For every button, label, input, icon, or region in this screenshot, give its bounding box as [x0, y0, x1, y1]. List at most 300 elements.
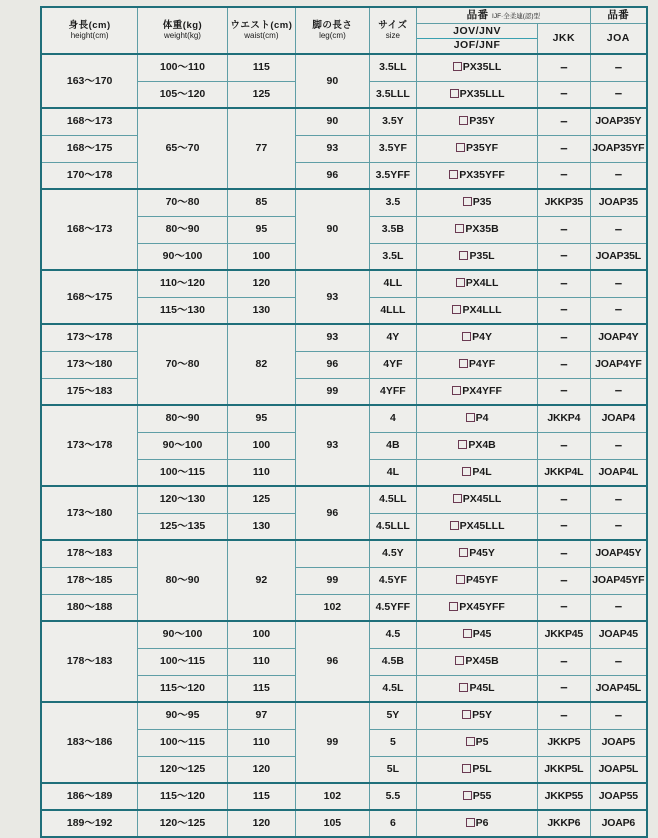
height-cell: 168〜175 — [41, 135, 138, 162]
checkbox-icon — [449, 602, 458, 611]
header-size — [369, 7, 416, 54]
product-code-cell — [417, 459, 538, 486]
joa-code-cell: − — [590, 81, 647, 108]
size-cell: 4.5YFF — [369, 594, 416, 621]
header-height — [41, 7, 138, 54]
header-code-line2: JOF/JNF — [453, 39, 501, 52]
waist-cell: 130 — [227, 513, 295, 540]
checkbox-icon — [462, 710, 471, 719]
weight-cell: 110〜120 — [138, 270, 227, 297]
table-row — [41, 378, 647, 405]
product-code-text: PX45B — [465, 655, 499, 668]
checkbox-icon — [458, 440, 467, 449]
checkbox-icon — [459, 251, 468, 260]
size-cell: 6 — [369, 810, 416, 837]
product-code-text: P5L — [472, 762, 492, 775]
product-code-cell — [417, 540, 538, 567]
size-cell: 4.5YF — [369, 567, 416, 594]
product-code-cell — [417, 513, 538, 540]
product-code-cell — [417, 756, 538, 783]
checkbox-icon — [456, 143, 465, 152]
joa-code-cell: JOAP5 — [590, 729, 647, 756]
weight-cell: 90〜100 — [138, 243, 227, 270]
waist-cell: 120 — [227, 270, 295, 297]
checkbox-icon — [459, 359, 468, 368]
joa-code-cell: − — [590, 162, 647, 189]
waist-cell: 110 — [227, 459, 295, 486]
waist-cell: 95 — [227, 216, 295, 243]
leg-cell: 90 — [296, 189, 370, 270]
leg-cell: 90 — [296, 108, 370, 135]
size-cell: 4LL — [369, 270, 416, 297]
height-cell: 168〜173 — [41, 108, 138, 135]
joa-code-cell: − — [590, 513, 647, 540]
header-weight-en: weight(kg) — [164, 30, 201, 40]
product-code-cell — [417, 405, 538, 432]
joa-code-cell: − — [590, 648, 647, 675]
jkk-code-cell: − — [538, 702, 591, 729]
joa-code-cell: JOAP4L — [590, 459, 647, 486]
size-cell: 3.5 — [369, 189, 416, 216]
checkbox-icon — [456, 278, 465, 287]
product-code-text: P35YF — [465, 142, 499, 155]
product-code-text: PX45LLL — [459, 519, 505, 532]
weight-cell: 115〜120 — [138, 783, 227, 810]
joa-code-cell: JOAP5L — [590, 756, 647, 783]
size-cell: 3.5B — [369, 216, 416, 243]
jkk-code-cell: − — [538, 567, 591, 594]
header-joa: JOA — [590, 24, 647, 55]
product-code-text: P45Y — [469, 547, 495, 560]
jkk-code-cell: − — [538, 243, 591, 270]
height-cell: 178〜185 — [41, 567, 138, 594]
weight-cell: 115〜130 — [138, 297, 227, 324]
leg-cell: 96 — [296, 486, 370, 540]
waist-cell: 110 — [227, 729, 295, 756]
size-chart-sheet — [40, 6, 648, 830]
header-height-en: height(cm) — [70, 30, 109, 40]
size-cell: 3.5YF — [369, 135, 416, 162]
joa-code-cell: − — [590, 378, 647, 405]
height-cell: 168〜175 — [41, 270, 138, 324]
table-row — [41, 108, 647, 135]
leg-cell: 96 — [296, 162, 370, 189]
waist-cell: 92 — [227, 540, 295, 621]
product-code-text: P5 — [475, 736, 489, 749]
weight-cell: 80〜90 — [138, 405, 227, 432]
header-band-row — [41, 7, 647, 24]
product-code-cell — [417, 648, 538, 675]
leg-cell: 96 — [296, 621, 370, 702]
product-code-text: PX35LLL — [459, 87, 505, 100]
waist-cell: 120 — [227, 810, 295, 837]
joa-code-cell: − — [590, 702, 647, 729]
header-waist-jp: ウエスト(cm) — [230, 19, 293, 31]
product-code-cell — [417, 621, 538, 648]
product-code-cell — [417, 675, 538, 702]
leg-cell: 99 — [296, 567, 370, 594]
waist-cell: 115 — [227, 675, 295, 702]
joa-code-cell: JOAP35 — [590, 189, 647, 216]
joa-code-cell: JOAP6 — [590, 810, 647, 837]
header-waist — [227, 7, 295, 54]
size-cell: 4YF — [369, 351, 416, 378]
waist-cell: 125 — [227, 486, 295, 513]
header-jkk: JKK — [538, 24, 591, 55]
table-row — [41, 702, 647, 729]
checkbox-icon — [450, 521, 459, 530]
weight-cell: 100〜115 — [138, 729, 227, 756]
table-row — [41, 324, 647, 351]
joa-code-cell: JOAP45Y — [590, 540, 647, 567]
waist-cell: 100 — [227, 621, 295, 648]
jkk-code-cell: − — [538, 297, 591, 324]
header-code-band — [417, 7, 591, 24]
product-code-cell — [417, 702, 538, 729]
weight-cell: 90〜100 — [138, 432, 227, 459]
size-cell: 5 — [369, 729, 416, 756]
header-waist-en: waist(cm) — [244, 30, 279, 40]
joa-code-cell: − — [590, 594, 647, 621]
weight-cell: 70〜80 — [138, 324, 227, 405]
height-cell: 189〜192 — [41, 810, 138, 837]
waist-cell: 115 — [227, 54, 295, 81]
table-row — [41, 54, 647, 81]
size-cell: 3.5LL — [369, 54, 416, 81]
weight-cell: 70〜80 — [138, 189, 227, 216]
checkbox-icon — [462, 764, 471, 773]
size-cell: 3.5LLL — [369, 81, 416, 108]
checkbox-icon — [452, 386, 461, 395]
joa-code-cell: JOAP4Y — [590, 324, 647, 351]
table-row — [41, 189, 647, 216]
header-weight-jp: 体重(kg) — [162, 19, 203, 31]
waist-cell: 125 — [227, 81, 295, 108]
product-code-cell — [417, 135, 538, 162]
product-code-text: P4YF — [468, 358, 496, 371]
joa-code-cell: JOAP35YF — [590, 135, 647, 162]
header-leg-jp: 脚の長さ — [312, 19, 353, 31]
size-cell: 4YFF — [369, 378, 416, 405]
product-code-text: P55 — [472, 790, 492, 803]
table-row — [41, 540, 647, 567]
size-cell: 3.5Y — [369, 108, 416, 135]
joa-code-cell: − — [590, 486, 647, 513]
weight-cell: 90〜95 — [138, 702, 227, 729]
size-cell: 4.5 — [369, 621, 416, 648]
height-cell: 173〜180 — [41, 351, 138, 378]
size-cell: 4.5LLL — [369, 513, 416, 540]
header-code-band2-label: 品番 — [607, 8, 630, 21]
product-code-text: P4 — [475, 412, 489, 425]
weight-cell: 120〜125 — [138, 810, 227, 837]
header-leg — [296, 7, 370, 54]
jkk-code-cell: − — [538, 378, 591, 405]
product-code-text: PX35YFF — [459, 168, 505, 181]
size-cell: 3.5L — [369, 243, 416, 270]
leg-cell: 99 — [296, 378, 370, 405]
jkk-code-cell: JKKP55 — [538, 783, 591, 810]
product-code-cell — [417, 567, 538, 594]
table-row — [41, 567, 647, 594]
header-leg-en: leg(cm) — [319, 30, 346, 40]
product-code-text: P35L — [469, 249, 495, 262]
size-cell: 5L — [369, 756, 416, 783]
header-size-jp: サイズ — [378, 19, 408, 31]
product-code-cell — [417, 594, 538, 621]
weight-cell: 120〜125 — [138, 756, 227, 783]
waist-cell: 95 — [227, 405, 295, 432]
joa-code-cell: JOAP35L — [590, 243, 647, 270]
jkk-code-cell: − — [538, 216, 591, 243]
jkk-code-cell: − — [538, 108, 591, 135]
joa-code-cell: JOAP4YF — [590, 351, 647, 378]
table-row — [41, 810, 647, 837]
leg-cell: 90 — [296, 54, 370, 108]
jkk-code-cell: − — [538, 135, 591, 162]
product-code-text: PX4LLL — [462, 303, 502, 316]
product-code-text: P35 — [472, 196, 492, 209]
joa-code-cell: JOAP45L — [590, 675, 647, 702]
checkbox-icon — [455, 656, 464, 665]
product-code-cell — [417, 432, 538, 459]
size-cell: 4.5L — [369, 675, 416, 702]
checkbox-icon — [463, 791, 472, 800]
jkk-code-cell: − — [538, 54, 591, 81]
product-code-text: P4Y — [472, 331, 492, 344]
jkk-code-cell: − — [538, 351, 591, 378]
product-code-cell — [417, 324, 538, 351]
product-code-cell — [417, 189, 538, 216]
jkk-code-cell: − — [538, 324, 591, 351]
size-cell: 4 — [369, 405, 416, 432]
joa-code-cell: JOAP45YF — [590, 567, 647, 594]
weight-cell: 80〜90 — [138, 540, 227, 621]
jkk-code-cell: − — [538, 675, 591, 702]
header-code-line1: JOV/JNV — [417, 24, 537, 39]
height-cell: 173〜180 — [41, 486, 138, 540]
product-code-text: P35Y — [469, 115, 495, 128]
product-code-text: P45 — [472, 628, 492, 641]
product-code-text: PX45YFF — [459, 600, 505, 613]
checkbox-icon — [459, 116, 468, 125]
size-cell: 4.5B — [369, 648, 416, 675]
size-cell: 4.5LL — [369, 486, 416, 513]
product-code-cell — [417, 54, 538, 81]
waist-cell: 120 — [227, 756, 295, 783]
weight-cell: 115〜120 — [138, 675, 227, 702]
product-code-text: P45YF — [465, 574, 499, 587]
height-cell: 186〜189 — [41, 783, 138, 810]
waist-cell: 130 — [227, 297, 295, 324]
weight-cell: 105〜120 — [138, 81, 227, 108]
product-code-cell — [417, 270, 538, 297]
header-code-band-note: IJF·全柔連(認)型 — [492, 12, 541, 20]
table-header — [41, 7, 647, 54]
weight-cell: 100〜115 — [138, 648, 227, 675]
checkbox-icon — [462, 332, 471, 341]
jkk-code-cell: JKKP5 — [538, 729, 591, 756]
joa-code-cell: JOAP45 — [590, 621, 647, 648]
jkk-code-cell: JKKP35 — [538, 189, 591, 216]
size-cell: 4LLL — [369, 297, 416, 324]
checkbox-icon — [459, 548, 468, 557]
leg-cell: 102 — [296, 594, 370, 621]
leg-cell: 93 — [296, 405, 370, 486]
product-code-text: P5Y — [472, 709, 492, 722]
jkk-code-cell: − — [538, 648, 591, 675]
leg-cell: 99 — [296, 702, 370, 783]
weight-cell: 120〜130 — [138, 486, 227, 513]
leg-cell: 102 — [296, 783, 370, 810]
checkbox-icon — [456, 575, 465, 584]
size-cell: 5.5 — [369, 783, 416, 810]
height-cell: 180〜188 — [41, 594, 138, 621]
leg-cell: 93 — [296, 135, 370, 162]
table-row — [41, 270, 647, 297]
jkk-code-cell: JKKP6 — [538, 810, 591, 837]
jkk-code-cell: JKKP5L — [538, 756, 591, 783]
height-cell: 178〜183 — [41, 540, 138, 567]
header-size-en: size — [385, 30, 400, 40]
checkbox-icon — [453, 62, 462, 71]
product-code-text: PX35LL — [462, 61, 502, 74]
waist-cell: 110 — [227, 648, 295, 675]
jkk-code-cell: − — [538, 270, 591, 297]
joa-code-cell: − — [590, 270, 647, 297]
checkbox-icon — [459, 683, 468, 692]
header-code-band-label: 品番 — [466, 8, 489, 21]
weight-cell: 100〜115 — [138, 459, 227, 486]
weight-cell: 90〜100 — [138, 621, 227, 648]
product-code-cell — [417, 81, 538, 108]
jkk-code-cell: − — [538, 81, 591, 108]
waist-cell: 100 — [227, 243, 295, 270]
product-code-cell — [417, 162, 538, 189]
leg-cell — [296, 540, 370, 567]
leg-cell: 93 — [296, 324, 370, 351]
product-code-text: PX45LL — [462, 493, 502, 506]
header-weight — [138, 7, 227, 54]
checkbox-icon — [463, 197, 472, 206]
leg-cell: 105 — [296, 810, 370, 837]
checkbox-icon — [453, 494, 462, 503]
checkbox-icon — [466, 413, 475, 422]
product-code-cell — [417, 486, 538, 513]
checkbox-icon — [452, 305, 461, 314]
size-cell: 5Y — [369, 702, 416, 729]
waist-cell: 77 — [227, 108, 295, 189]
height-cell: 183〜186 — [41, 702, 138, 783]
size-chart-table — [40, 6, 648, 838]
table-row — [41, 405, 647, 432]
product-code-cell — [417, 108, 538, 135]
joa-code-cell: JOAP4 — [590, 405, 647, 432]
height-cell: 170〜178 — [41, 162, 138, 189]
checkbox-icon — [466, 818, 475, 827]
table-row — [41, 351, 647, 378]
weight-cell: 80〜90 — [138, 216, 227, 243]
height-cell: 178〜183 — [41, 621, 138, 702]
weight-cell: 125〜135 — [138, 513, 227, 540]
product-code-cell — [417, 216, 538, 243]
height-cell: 173〜178 — [41, 405, 138, 486]
product-code-cell — [417, 378, 538, 405]
product-code-text: P6 — [475, 817, 489, 830]
height-cell: 175〜183 — [41, 378, 138, 405]
table-row — [41, 594, 647, 621]
height-cell: 163〜170 — [41, 54, 138, 108]
jkk-code-cell: − — [538, 594, 591, 621]
size-cell: 4L — [369, 459, 416, 486]
checkbox-icon — [450, 89, 459, 98]
waist-cell: 115 — [227, 783, 295, 810]
checkbox-icon — [449, 170, 458, 179]
height-cell: 173〜178 — [41, 324, 138, 351]
jkk-code-cell: − — [538, 513, 591, 540]
waist-cell: 85 — [227, 189, 295, 216]
checkbox-icon — [463, 629, 472, 638]
product-code-text: PX4LL — [465, 277, 499, 290]
size-cell: 4B — [369, 432, 416, 459]
joa-code-cell: JOAP35Y — [590, 108, 647, 135]
product-code-text: P45L — [469, 681, 495, 694]
jkk-code-cell: − — [538, 486, 591, 513]
joa-code-cell: − — [590, 216, 647, 243]
joa-code-cell: − — [590, 297, 647, 324]
jkk-code-cell: JKKP4 — [538, 405, 591, 432]
product-code-text: PX4YFF — [462, 384, 502, 397]
product-code-text: P4L — [472, 465, 492, 478]
checkbox-icon — [462, 467, 471, 476]
table-row — [41, 486, 647, 513]
table-row — [41, 135, 647, 162]
waist-cell: 97 — [227, 702, 295, 729]
jkk-code-cell: − — [538, 162, 591, 189]
table-row — [41, 621, 647, 648]
table-row — [41, 783, 647, 810]
size-cell: 3.5YFF — [369, 162, 416, 189]
waist-cell: 100 — [227, 432, 295, 459]
jkk-code-cell: − — [538, 432, 591, 459]
header-height-jp: 身長(cm) — [68, 19, 111, 31]
table-row — [41, 162, 647, 189]
header-jov-jnv-jof-jnf — [417, 24, 538, 55]
product-code-cell — [417, 243, 538, 270]
weight-cell: 100〜110 — [138, 54, 227, 81]
leg-cell: 96 — [296, 351, 370, 378]
jkk-code-cell: − — [538, 540, 591, 567]
product-code-text: PX35B — [465, 223, 499, 236]
weight-cell: 65〜70 — [138, 108, 227, 189]
height-cell: 168〜173 — [41, 189, 138, 270]
checkbox-icon — [466, 737, 475, 746]
waist-cell: 82 — [227, 324, 295, 405]
table-body — [41, 54, 647, 837]
product-code-cell — [417, 810, 538, 837]
product-code-text: PX4B — [468, 439, 496, 452]
product-code-cell — [417, 351, 538, 378]
checkbox-icon — [455, 224, 464, 233]
joa-code-cell: JOAP55 — [590, 783, 647, 810]
leg-cell: 93 — [296, 270, 370, 324]
jkk-code-cell: JKKP4L — [538, 459, 591, 486]
joa-code-cell: − — [590, 432, 647, 459]
header-code-band2 — [590, 7, 647, 24]
product-code-cell — [417, 297, 538, 324]
size-cell: 4Y — [369, 324, 416, 351]
product-code-cell — [417, 783, 538, 810]
